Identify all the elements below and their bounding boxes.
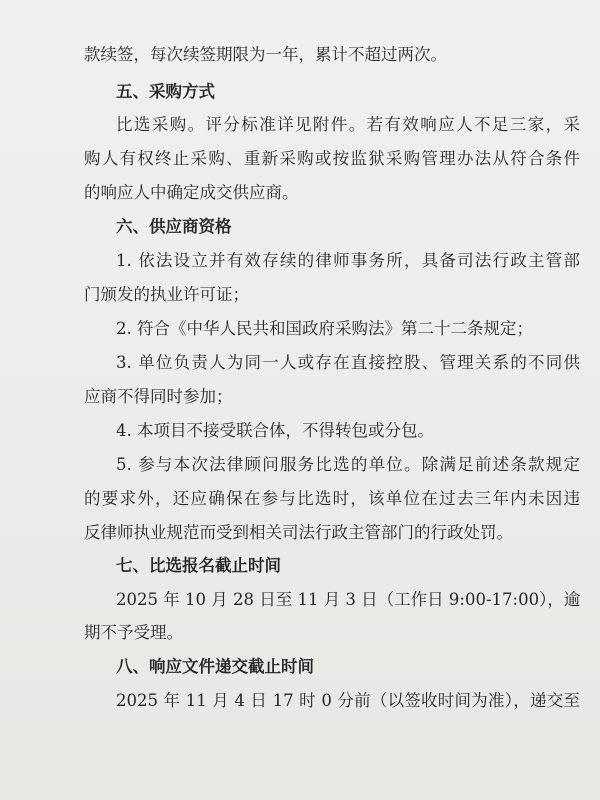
text-line: 反律师执业规范而受到相关司法行政主管部门的行政处罚。 [84,523,513,542]
text-line: 购人有权终止采购、重新采购或按监狱采购管理办法从符合条件 [84,149,580,168]
text-line: 5. 参与本次法律顾问服务比选的单位。除满足前述条款规定 [116,455,580,474]
section-heading-5: 五、采购方式 [116,82,215,101]
section-heading-6: 六、供应商资格 [116,217,232,236]
text-line: 期不予受理。 [84,623,183,642]
text-line: 门颁发的执业许可证； [84,285,249,304]
text-line: 款续签，每次续签期限为一年，累计不超过两次。 [84,45,447,64]
text-line: 2. 符合《中华人民共和国政府采购法》第二十二条规定； [116,319,533,338]
text-line: 的响应人中确定成交供应商。 [84,183,299,202]
text-line: 1. 依法设立并有效存续的律师事务所，具备司法行政主管部 [116,251,580,270]
section-heading-7: 七、比选报名截止时间 [116,556,281,575]
section-heading-8: 八、响应文件递交截止时间 [116,657,314,676]
text-line: 比选采购。评分标准详见附件。若有效响应人不足三家，采 [116,115,580,134]
text-line: 2025 年 10 月 28 日至 11 月 3 日（工作日 9:00-17:00），逾 [116,590,581,609]
text-line: 4. 本项目不接受联合体，不得转包或分包。 [116,421,434,440]
text-line: 2025 年 11 月 4 日 17 时 0 分前（以签收时间为准），递交至 [116,691,580,710]
text-line: 应商不得同时参加； [84,387,233,406]
text-line: 3. 单位负责人为同一人或存在直接控股、管理关系的不同供 [116,353,580,372]
text-line: 的要求外，还应确保在参与比选时，该单位在过去三年内未因违 [84,489,580,508]
